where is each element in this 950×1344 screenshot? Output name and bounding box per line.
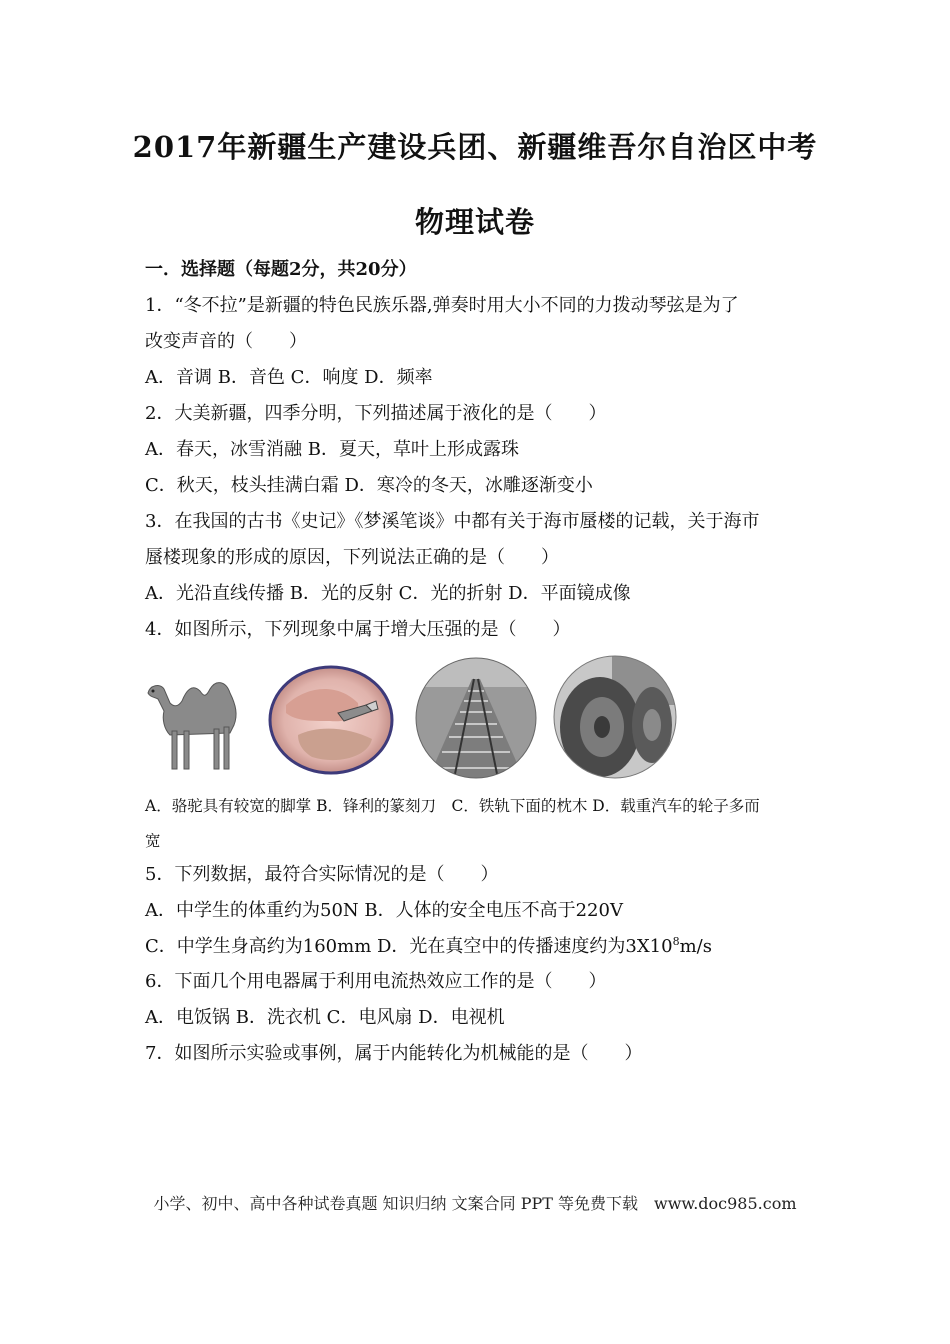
- question-4-images: [140, 655, 700, 780]
- exponent: 8: [672, 935, 680, 948]
- page-footer: 小学、初中、高中各种试卷真题 知识归纳 文案合同 PPT 等免费下载 www.doc985.com: [153, 1194, 797, 1213]
- question-4-options-cont: 宽: [145, 832, 161, 850]
- question-2-stem: 2．大美新疆，四季分明，下列描述属于液化的是（ ）: [145, 403, 607, 424]
- question-6-stem: 6．下面几个用电器属于利用电流热效应工作的是（ ）: [145, 971, 607, 992]
- truck-wheel-image: [552, 655, 678, 779]
- question-3-stem: 3．在我国的古书《史记》《梦溪笔谈》中都有关于海市蜃楼的记载，关于海市: [145, 511, 760, 532]
- section-heading: 一．选择题（每题2分，共20分）: [145, 259, 417, 280]
- question-6-options: A．电饭锅 B．洗衣机 C．电风扇 D．电视机: [145, 1007, 505, 1028]
- question-3-stem-cont: 蜃楼现象的形成的原因，下列说法正确的是（ ）: [145, 547, 559, 568]
- question-7-stem: 7．如图所示实验或事例，属于内能转化为机械能的是（ ）: [145, 1043, 643, 1064]
- question-1-stem-cont: 改变声音的（ ）: [145, 331, 307, 352]
- question-2-options-cd: C．秋天，枝头挂满白霜 D．寒冷的冬天，冰雕逐渐变小: [145, 475, 593, 496]
- question-5-options-cd-text: C．中学生身高约为160mm D．光在真空中的传播速度约为3X10: [145, 936, 673, 957]
- question-3-options: A．光沿直线传播 B．光的反射 C．光的折射 D．平面镜成像: [145, 583, 631, 604]
- question-5-options-cd: [145, 936, 712, 958]
- question-2-options-ab: A．春天，冰雪消融 B．夏天，草叶上形成露珠: [145, 439, 519, 460]
- question-5-options-ab: A．中学生的体重约为50N B．人体的安全电压不高于220V: [145, 900, 623, 921]
- question-4-stem: 4．如图所示，下列现象中属于增大压强的是（ ）: [145, 619, 571, 640]
- unit-text: m/s: [679, 936, 712, 957]
- question-1-stem: 1．“冬不拉”是新疆的特色民族乐器,弹奏时用大小不同的力拨动琴弦是为了: [145, 295, 739, 316]
- question-4-options: A．骆驼具有较宽的脚掌 B．锋利的篆刻刀 C．铁轨下面的枕木 D．载重汽车的轮子多而: [145, 797, 760, 815]
- page-title-line1: 2017年新疆生产建设兵团、新疆维吾尔自治区中考: [132, 130, 818, 164]
- knife-image: [268, 665, 394, 775]
- question-5-stem: 5．下列数据，最符合实际情况的是（ ）: [145, 864, 499, 885]
- question-1-options: A．音调 B．音色 C．响度 D．频率: [145, 367, 433, 388]
- page-title-line2: 物理试卷: [414, 205, 535, 239]
- railway-image: [414, 657, 538, 779]
- camel-image: [140, 663, 250, 775]
